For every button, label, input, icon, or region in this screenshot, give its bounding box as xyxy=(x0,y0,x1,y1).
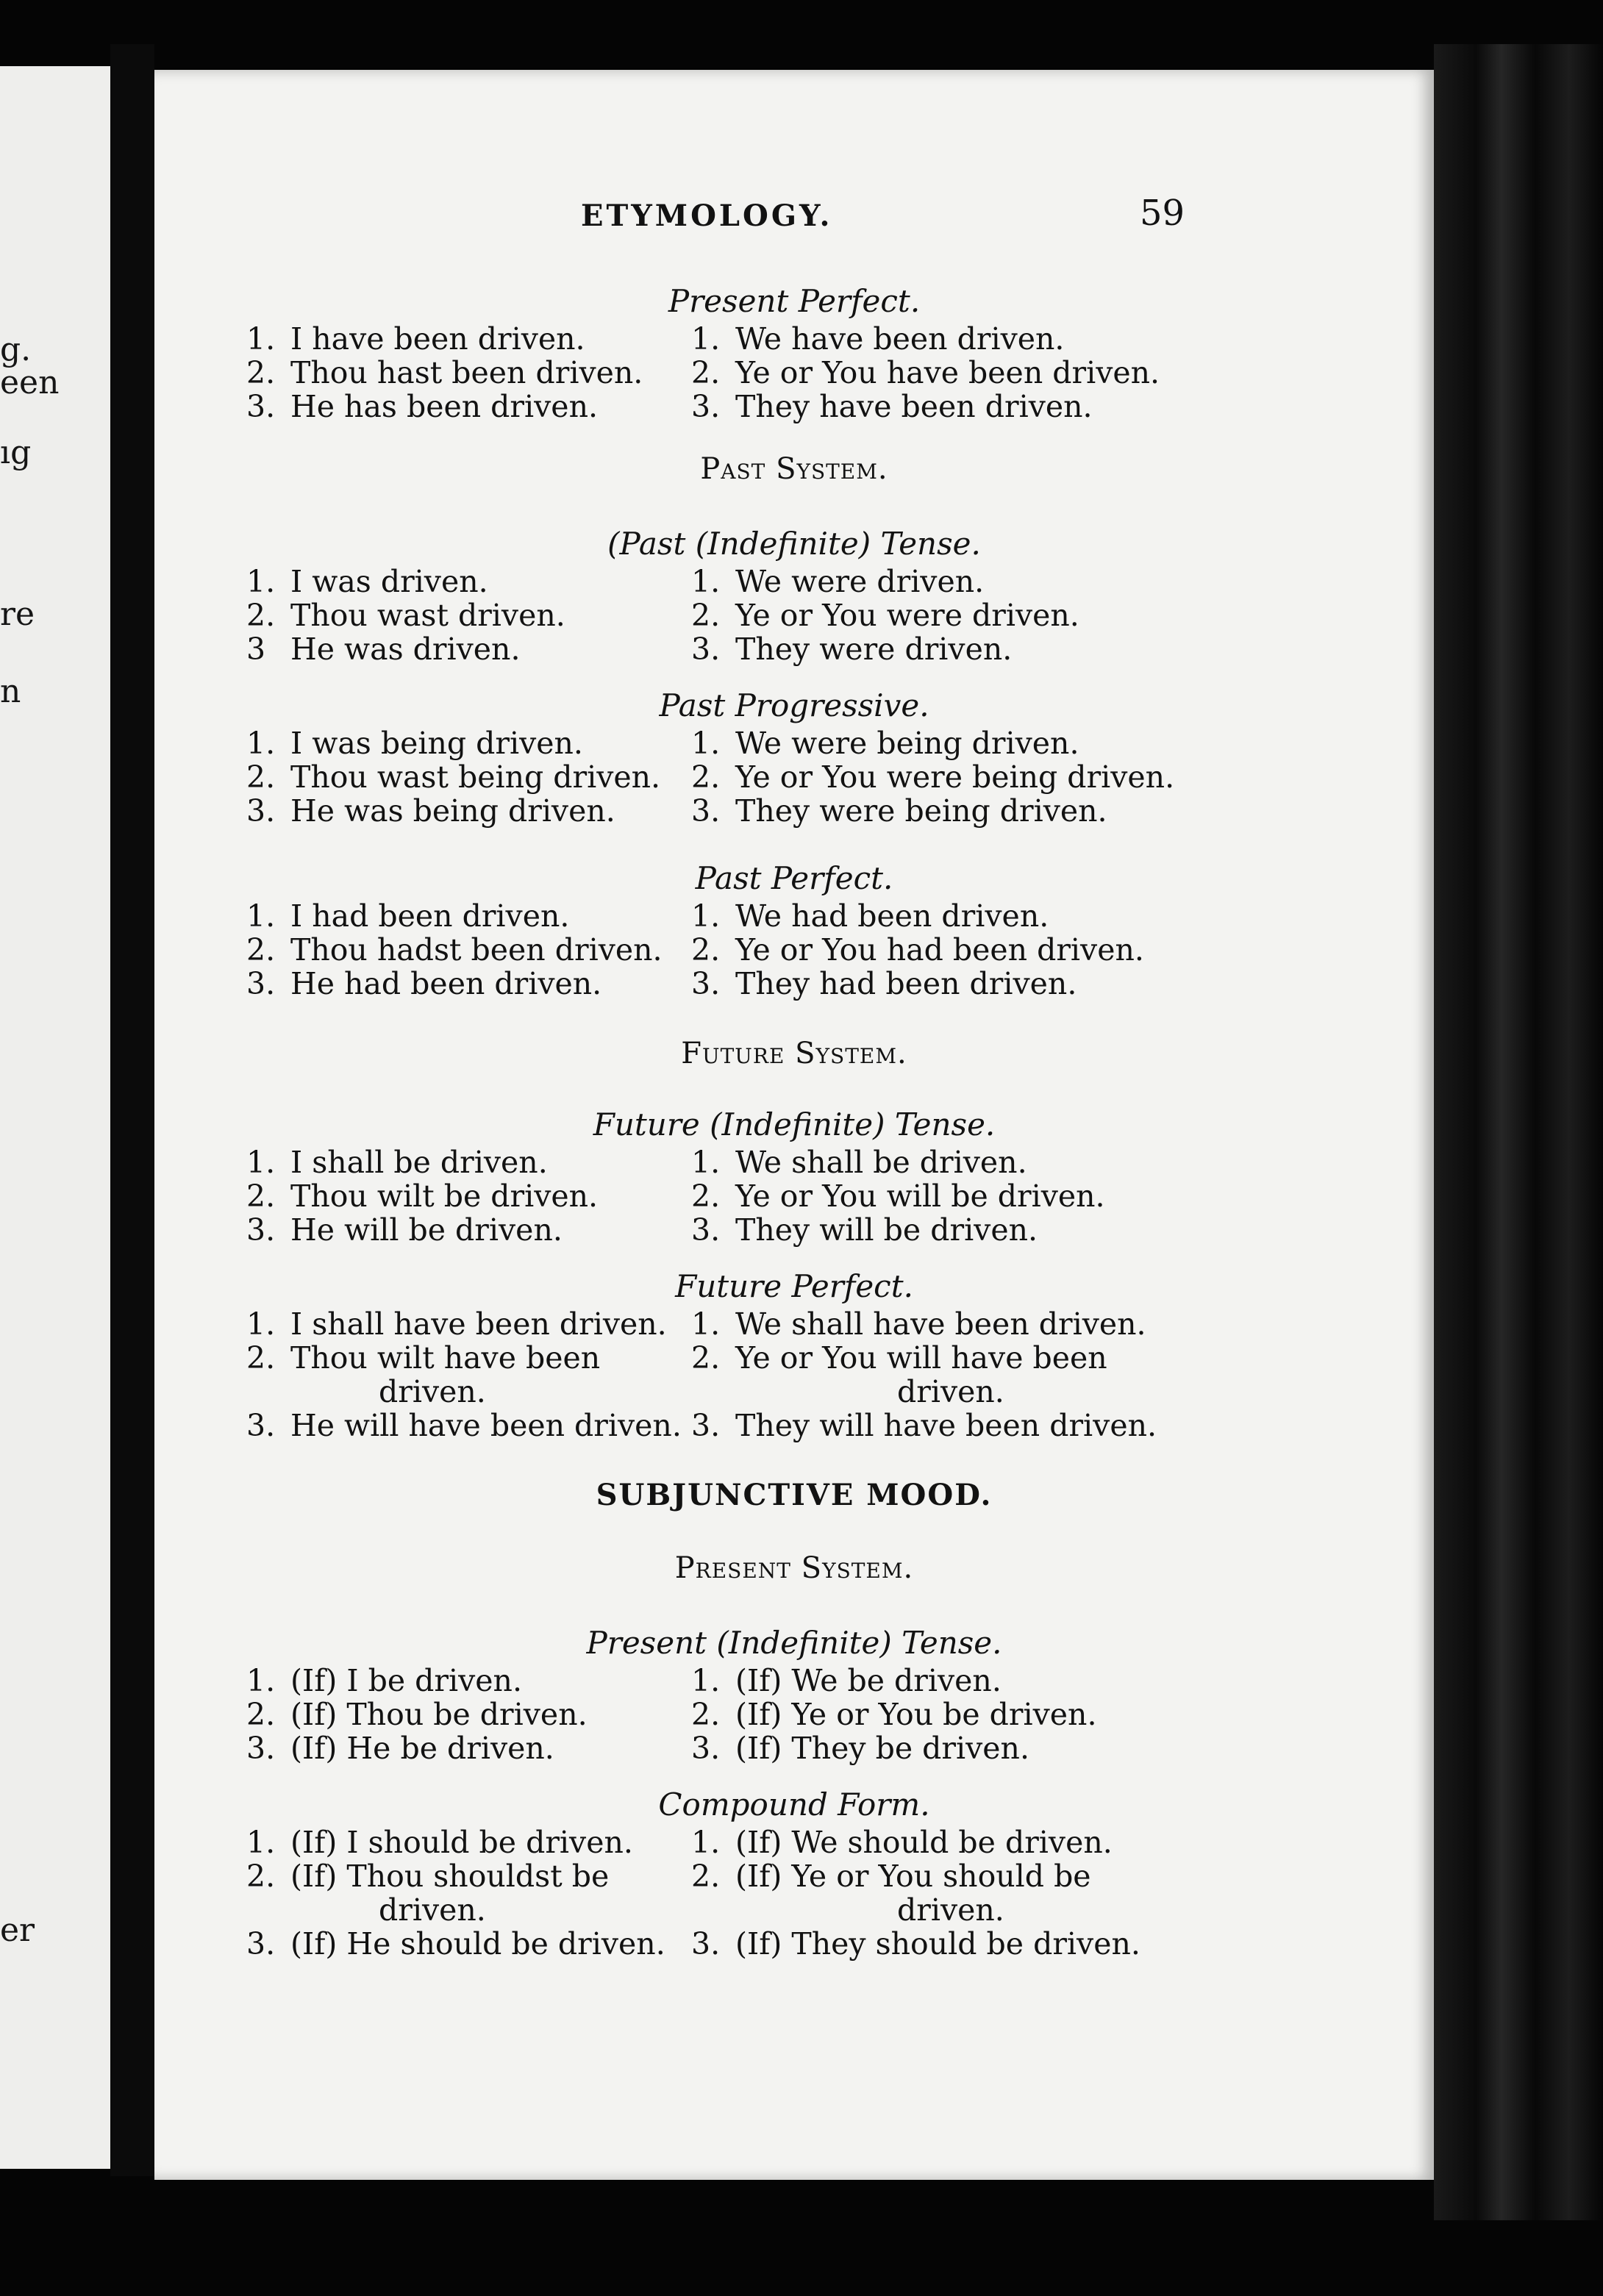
plural-form: (If) Ye or You be driven. xyxy=(735,1697,1097,1732)
plural-number: 3. xyxy=(691,1926,721,1961)
plural-form: They had been driven. xyxy=(735,966,1077,1001)
singular-number: 3. xyxy=(246,1408,276,1443)
plural-form: They have been driven. xyxy=(735,389,1093,424)
section-heading: SUBJUNCTIVE MOOD. xyxy=(596,1478,993,1512)
singular-form: (If) I should be driven. xyxy=(290,1825,633,1860)
singular-number: 2. xyxy=(246,932,276,968)
section-heading: Past System. xyxy=(700,452,888,486)
plural-number: 2. xyxy=(691,598,721,633)
plural-number: 3. xyxy=(691,389,721,424)
page-edge-stack xyxy=(1434,44,1603,2220)
plural-form: They will have been driven. xyxy=(735,1408,1157,1443)
singular-number: 3. xyxy=(246,966,276,1001)
singular-number: 1. xyxy=(246,321,276,357)
singular-form: I shall have been driven. xyxy=(290,1306,667,1342)
singular-number: 2. xyxy=(246,1697,276,1732)
plural-form: We shall have been driven. xyxy=(735,1306,1146,1342)
plural-number: 3. xyxy=(691,1212,721,1248)
singular-form: I shall be driven. xyxy=(290,1145,548,1180)
plural-number: 1. xyxy=(691,1663,721,1698)
plural-form: (If) They should be driven. xyxy=(735,1926,1140,1961)
singular-number: 3. xyxy=(246,1926,276,1961)
plural-form: Ye or You had been driven. xyxy=(735,932,1144,968)
plural-number: 3. xyxy=(691,1408,721,1443)
left-page-fragment xyxy=(0,66,110,2169)
plural-form: We were being driven. xyxy=(735,726,1079,761)
singular-number: 2. xyxy=(246,355,276,390)
plural-form: They were driven. xyxy=(735,632,1013,667)
singular-number: 2. xyxy=(246,1179,276,1214)
plural-number: 2. xyxy=(691,1697,721,1732)
singular-number: 3. xyxy=(246,793,276,829)
left-fragment-text: ıg xyxy=(0,434,32,471)
singular-form: I was driven. xyxy=(290,564,488,599)
plural-number: 2. xyxy=(691,355,721,390)
singular-form: (If) He be driven. xyxy=(290,1731,554,1766)
plural-form: We have been driven. xyxy=(735,321,1065,357)
plural-form: They will be driven. xyxy=(735,1212,1038,1248)
singular-form: Thou hast been driven. xyxy=(290,355,643,390)
page-number: 59 xyxy=(1140,193,1185,234)
left-fragment-text: n xyxy=(0,673,21,710)
singular-number: 3. xyxy=(246,389,276,424)
singular-form: (If) He should be driven. xyxy=(290,1926,665,1961)
section-heading: Future System. xyxy=(681,1037,907,1070)
singular-form: He had been driven. xyxy=(290,966,602,1001)
plural-form-continuation: driven. xyxy=(897,1374,1004,1409)
singular-number: 2. xyxy=(246,598,276,633)
left-fragment-text: re xyxy=(0,596,35,633)
singular-number: 2. xyxy=(246,759,276,795)
singular-form: I was being driven. xyxy=(290,726,583,761)
singular-form: I had been driven. xyxy=(290,898,570,934)
singular-form: Thou hadst been driven. xyxy=(290,932,663,968)
plural-number: 3. xyxy=(691,793,721,829)
plural-form: (If) Ye or You should be xyxy=(735,1859,1091,1894)
plural-form: Ye or You will have been xyxy=(735,1340,1107,1376)
singular-form: Thou wast being driven. xyxy=(290,759,661,795)
plural-form: (If) We should be driven. xyxy=(735,1825,1113,1860)
left-fragment-text: een xyxy=(0,364,60,401)
plural-form: (If) They be driven. xyxy=(735,1731,1029,1766)
plural-number: 1. xyxy=(691,1825,721,1860)
singular-form: (If) I be driven. xyxy=(290,1663,522,1698)
plural-form-continuation: driven. xyxy=(897,1892,1004,1928)
section-heading: Past Progressive. xyxy=(659,687,929,723)
singular-number: 1. xyxy=(246,1825,276,1860)
singular-number: 1. xyxy=(246,1145,276,1180)
plural-number: 3. xyxy=(691,966,721,1001)
singular-number: 2. xyxy=(246,1340,276,1376)
page-header xyxy=(154,193,1434,257)
singular-form: Thou wilt be driven. xyxy=(290,1179,599,1214)
plural-number: 2. xyxy=(691,1859,721,1894)
running-head: ETYMOLOGY. xyxy=(581,199,833,233)
singular-form: I have been driven. xyxy=(290,321,585,357)
singular-number: 2. xyxy=(246,1859,276,1894)
plural-number: 1. xyxy=(691,1145,721,1180)
singular-form: Thou wast driven. xyxy=(290,598,565,633)
plural-number: 3. xyxy=(691,1731,721,1766)
singular-number: 3. xyxy=(246,1731,276,1766)
book-page xyxy=(154,70,1434,2180)
singular-form-continuation: driven. xyxy=(379,1374,486,1409)
left-fragment-text: er xyxy=(0,1911,35,1949)
singular-number: 1. xyxy=(246,564,276,599)
singular-number: 1. xyxy=(246,898,276,934)
singular-number: 1. xyxy=(246,1306,276,1342)
plural-form: We were driven. xyxy=(735,564,985,599)
plural-number: 2. xyxy=(691,1179,721,1214)
plural-number: 1. xyxy=(691,1306,721,1342)
singular-form: (If) Thou be driven. xyxy=(290,1697,588,1732)
book-gutter xyxy=(110,44,154,2176)
left-fragment-text: g. xyxy=(0,331,32,368)
plural-form: Ye or You will be driven. xyxy=(735,1179,1105,1214)
section-heading: Present System. xyxy=(674,1551,914,1585)
plural-form: We had been driven. xyxy=(735,898,1049,934)
singular-form: He was driven. xyxy=(290,632,521,667)
plural-form: Ye or You were driven. xyxy=(735,598,1079,633)
plural-form: We shall be driven. xyxy=(735,1145,1027,1180)
plural-number: 1. xyxy=(691,726,721,761)
singular-number: 3. xyxy=(246,1212,276,1248)
singular-form: He was being driven. xyxy=(290,793,615,829)
plural-form: Ye or You were being driven. xyxy=(735,759,1175,795)
plural-form: They were being driven. xyxy=(735,793,1107,829)
singular-number: 1. xyxy=(246,726,276,761)
plural-number: 2. xyxy=(691,759,721,795)
singular-number: 1. xyxy=(246,1663,276,1698)
plural-number: 3. xyxy=(691,632,721,667)
plural-number: 2. xyxy=(691,932,721,968)
section-heading: Future Perfect. xyxy=(675,1268,913,1304)
plural-form: Ye or You have been driven. xyxy=(735,355,1160,390)
plural-form: (If) We be driven. xyxy=(735,1663,1002,1698)
singular-form: He will have been driven. xyxy=(290,1408,682,1443)
section-heading: (Past (Indefinite) Tense. xyxy=(607,526,981,562)
singular-number: 3 xyxy=(246,632,266,667)
section-heading: Compound Form. xyxy=(658,1787,930,1823)
section-heading: Present (Indefinite) Tense. xyxy=(586,1625,1002,1661)
section-heading: Past Perfect. xyxy=(695,860,893,896)
singular-form-continuation: driven. xyxy=(379,1892,486,1928)
section-heading: Future (Indefinite) Tense. xyxy=(593,1106,996,1142)
section-heading: Present Perfect. xyxy=(668,283,921,319)
singular-form: He has been driven. xyxy=(290,389,599,424)
plural-number: 1. xyxy=(691,898,721,934)
plural-number: 1. xyxy=(691,564,721,599)
singular-form: Thou wilt have been xyxy=(290,1340,601,1376)
singular-form: He will be driven. xyxy=(290,1212,563,1248)
plural-number: 1. xyxy=(691,321,721,357)
plural-number: 2. xyxy=(691,1340,721,1376)
singular-form: (If) Thou shouldst be xyxy=(290,1859,610,1894)
